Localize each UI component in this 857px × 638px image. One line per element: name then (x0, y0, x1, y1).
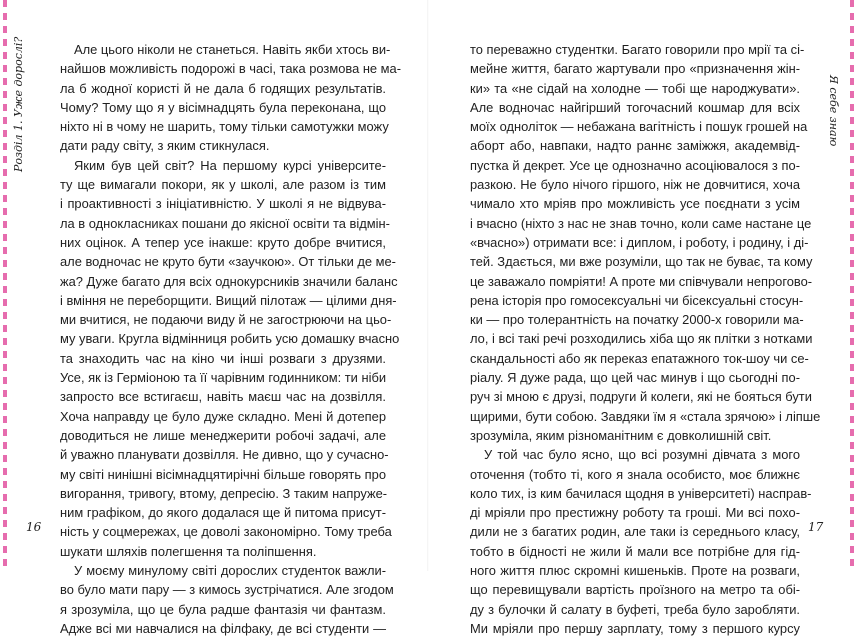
text-line: моїх одноліток — небажана вагітність і пошук грошей на (470, 119, 808, 135)
text-line: коло тих, із ким бачилася щодня в університеті) насправ- (470, 485, 812, 501)
text-line: У моєму минулому світі дорослих студенток важли- (74, 563, 386, 579)
text-line: то переважно студентки. Багато говорили про мрії та сі- (470, 42, 805, 57)
text-line: мейне життя, багато жартували про «призначення жін- (470, 61, 800, 77)
text-line: щирими, бути собою. Завдяки їм я «стала зрячою» і лiпше (470, 408, 821, 424)
text-line: оточення (тобто ті, кого я знала особисто, моє ближнє (470, 466, 800, 482)
text-line: ла в однокласниках пошани до якісної освіти та відмін- (60, 215, 390, 231)
text-line: пустка й декрет. Усе це однозначно асоціювалося з по- (470, 157, 800, 173)
text-line: аборт або, навпаки, надто раннє заміжжя, академвід- (470, 138, 800, 154)
text-line: я зрозуміла, що це була радше фантазія чи фантазм. (60, 601, 386, 617)
text-line: тобто в бідності не жили й мали все потрібне для гід- (470, 543, 800, 559)
text-line: ло, і всі такі речі розходились хіба що як плітки з нотками (470, 331, 813, 347)
text-line: руч зі мною є друзі, подруги й колеги, які не бояться бути (470, 389, 812, 405)
left-running-head: Розділ 1. Уже дорослі? (12, 36, 25, 172)
text-line: му уваги. Кругла відмінниця робить усю домашку вчасно (60, 331, 400, 347)
text-line: ним графіком, до якого додалася ще й питома присут- (60, 505, 386, 521)
text-line: ки — про толерантність на початку 2000-х говорили ма- (470, 312, 804, 328)
text-line: «вчасно») отримати все: і диплом, і роботу, і родину, і ді- (470, 234, 809, 250)
text-line: во було мати пару — з кимось зустрічатися. Але згодом (60, 582, 394, 598)
text-line: Ми мріяли про першу зарплату, тому з першого курсу (470, 620, 800, 636)
text-line: разкою. Не було нічого гіршого, ніж не довчитися, хоча (470, 177, 800, 193)
text-line: Але водночас найгірший тогочасний кошмар для всіх (470, 99, 800, 115)
text-line: ного життя плюс скромні кишеньків. Проте на розваги, (470, 563, 800, 579)
text-line: них оцінок. А тепер усе інакше: круто добре вчитися, (60, 234, 386, 250)
text-line: ду з булочки й салату в буфеті, треба було заробляти. (470, 601, 800, 617)
text-line: але водночас не круто бути «заучкою». От тільки де ме- (60, 254, 396, 270)
text-line: вигорання, тривогу, втому, депресію. З таким напруже- (60, 485, 388, 501)
text-line: тей. Здається, ми вже розуміли, що так не буває, та кому (470, 254, 813, 270)
text-line: запросто все встигаєш, навіть маєш час на дозвілля. (60, 389, 386, 405)
text-line: рена історія про гомосексуальні чи бісексуальні стосун- (470, 292, 804, 308)
text-line: чимало хто мріяв про можливість усе поєднати з усім (470, 196, 800, 212)
text-line: У той час було ясно, що всі розумні дівчата з мого (484, 447, 800, 463)
text-line: і проактивності з ініціативністю. У школі я не відвува- (60, 196, 386, 212)
text-line: ту ще вимагали покори, як у школі, але разом із тим (60, 177, 386, 193)
text-line: ді мріяли про престижну роботу та гроші. Ми всі похо- (470, 505, 800, 521)
text-line: Усе, як із Герміоною та її чарівним годинником: ти ніби (60, 370, 387, 386)
right-page-number: 17 (808, 520, 824, 534)
text-line: ки» та «не сідай на холодне — тобі ще народжувати». (470, 80, 800, 96)
text-line: ми вчитися, не подаючи виду й не загострюючи на цьо- (60, 312, 392, 328)
text-line: Але цього ніколи не станеться. Навіть якби хтось ви- (74, 42, 391, 57)
text-line: ла б жодної користі й не дала б годящих результатів. (60, 80, 386, 96)
text-line: і вміння не переборщити. Вищий пілотаж — цілими дня- (60, 292, 397, 308)
text-line: та знаходить час на кіно чи інші розваги з друзями. (60, 350, 386, 366)
right-running-head: Я себе знаю (827, 75, 840, 147)
left-page-text (60, 40, 402, 638)
text-line: доводиться не лише менеджерити робочі задачі, але (60, 427, 386, 443)
text-line: ніхто ні в чому не шарить, тому тільки самотужки можу (60, 119, 389, 135)
text-line: дили не з багатих родин, але таки із середнього класу, (470, 524, 800, 540)
text-line: й уважно планувати дозвілля. Не дивно, що у сучасно- (60, 447, 389, 463)
text-line: Яким був цей світ? На першому курсі університе- (74, 157, 386, 173)
text-line: Адже всі ми навчалися на філфаку, де всі студенти — (60, 620, 386, 636)
text-line: Чому? Тому що я у вісімнадцять була переконана, що (60, 99, 386, 115)
text-line: найшов можливість подорожі в часі, така розмова не ма- (60, 61, 402, 77)
text-line: шукати шляхів полегшення та поліпшення. (60, 543, 317, 559)
text-line: зрозуміла, яким різноманітним є довколишній світ. (470, 427, 772, 443)
text-line: Хоча направду це було дуже складно. Мені й дотепер (60, 408, 386, 424)
text-line: жа? Дуже багато для всіх однокурсників значили баланс (60, 273, 398, 289)
text-line: ність у соцмережах, це доволі закономірно. Тому треба (60, 524, 392, 540)
left-page-number: 16 (26, 520, 42, 534)
text-line: і вчасно (ніхто з нас не знав точно, коли саме настане це (470, 215, 812, 231)
text-line: дати раду світу, з яким стикнулася. (60, 138, 270, 154)
text-line: му світі нинішні вісімнадцятирічні більше говорять про (60, 466, 386, 482)
text-line: ріалу. Я дуже рада, що цей час минув і що сьогодні по- (470, 370, 800, 386)
text-line: це заважало помріяти! А проте ми співчували непрогово- (470, 273, 813, 289)
text-line: що перевищували вартість проїзного на метро та обі- (470, 582, 800, 598)
text-line: скандальності або як переказ епатажного ток-шоу чи се- (470, 350, 809, 366)
